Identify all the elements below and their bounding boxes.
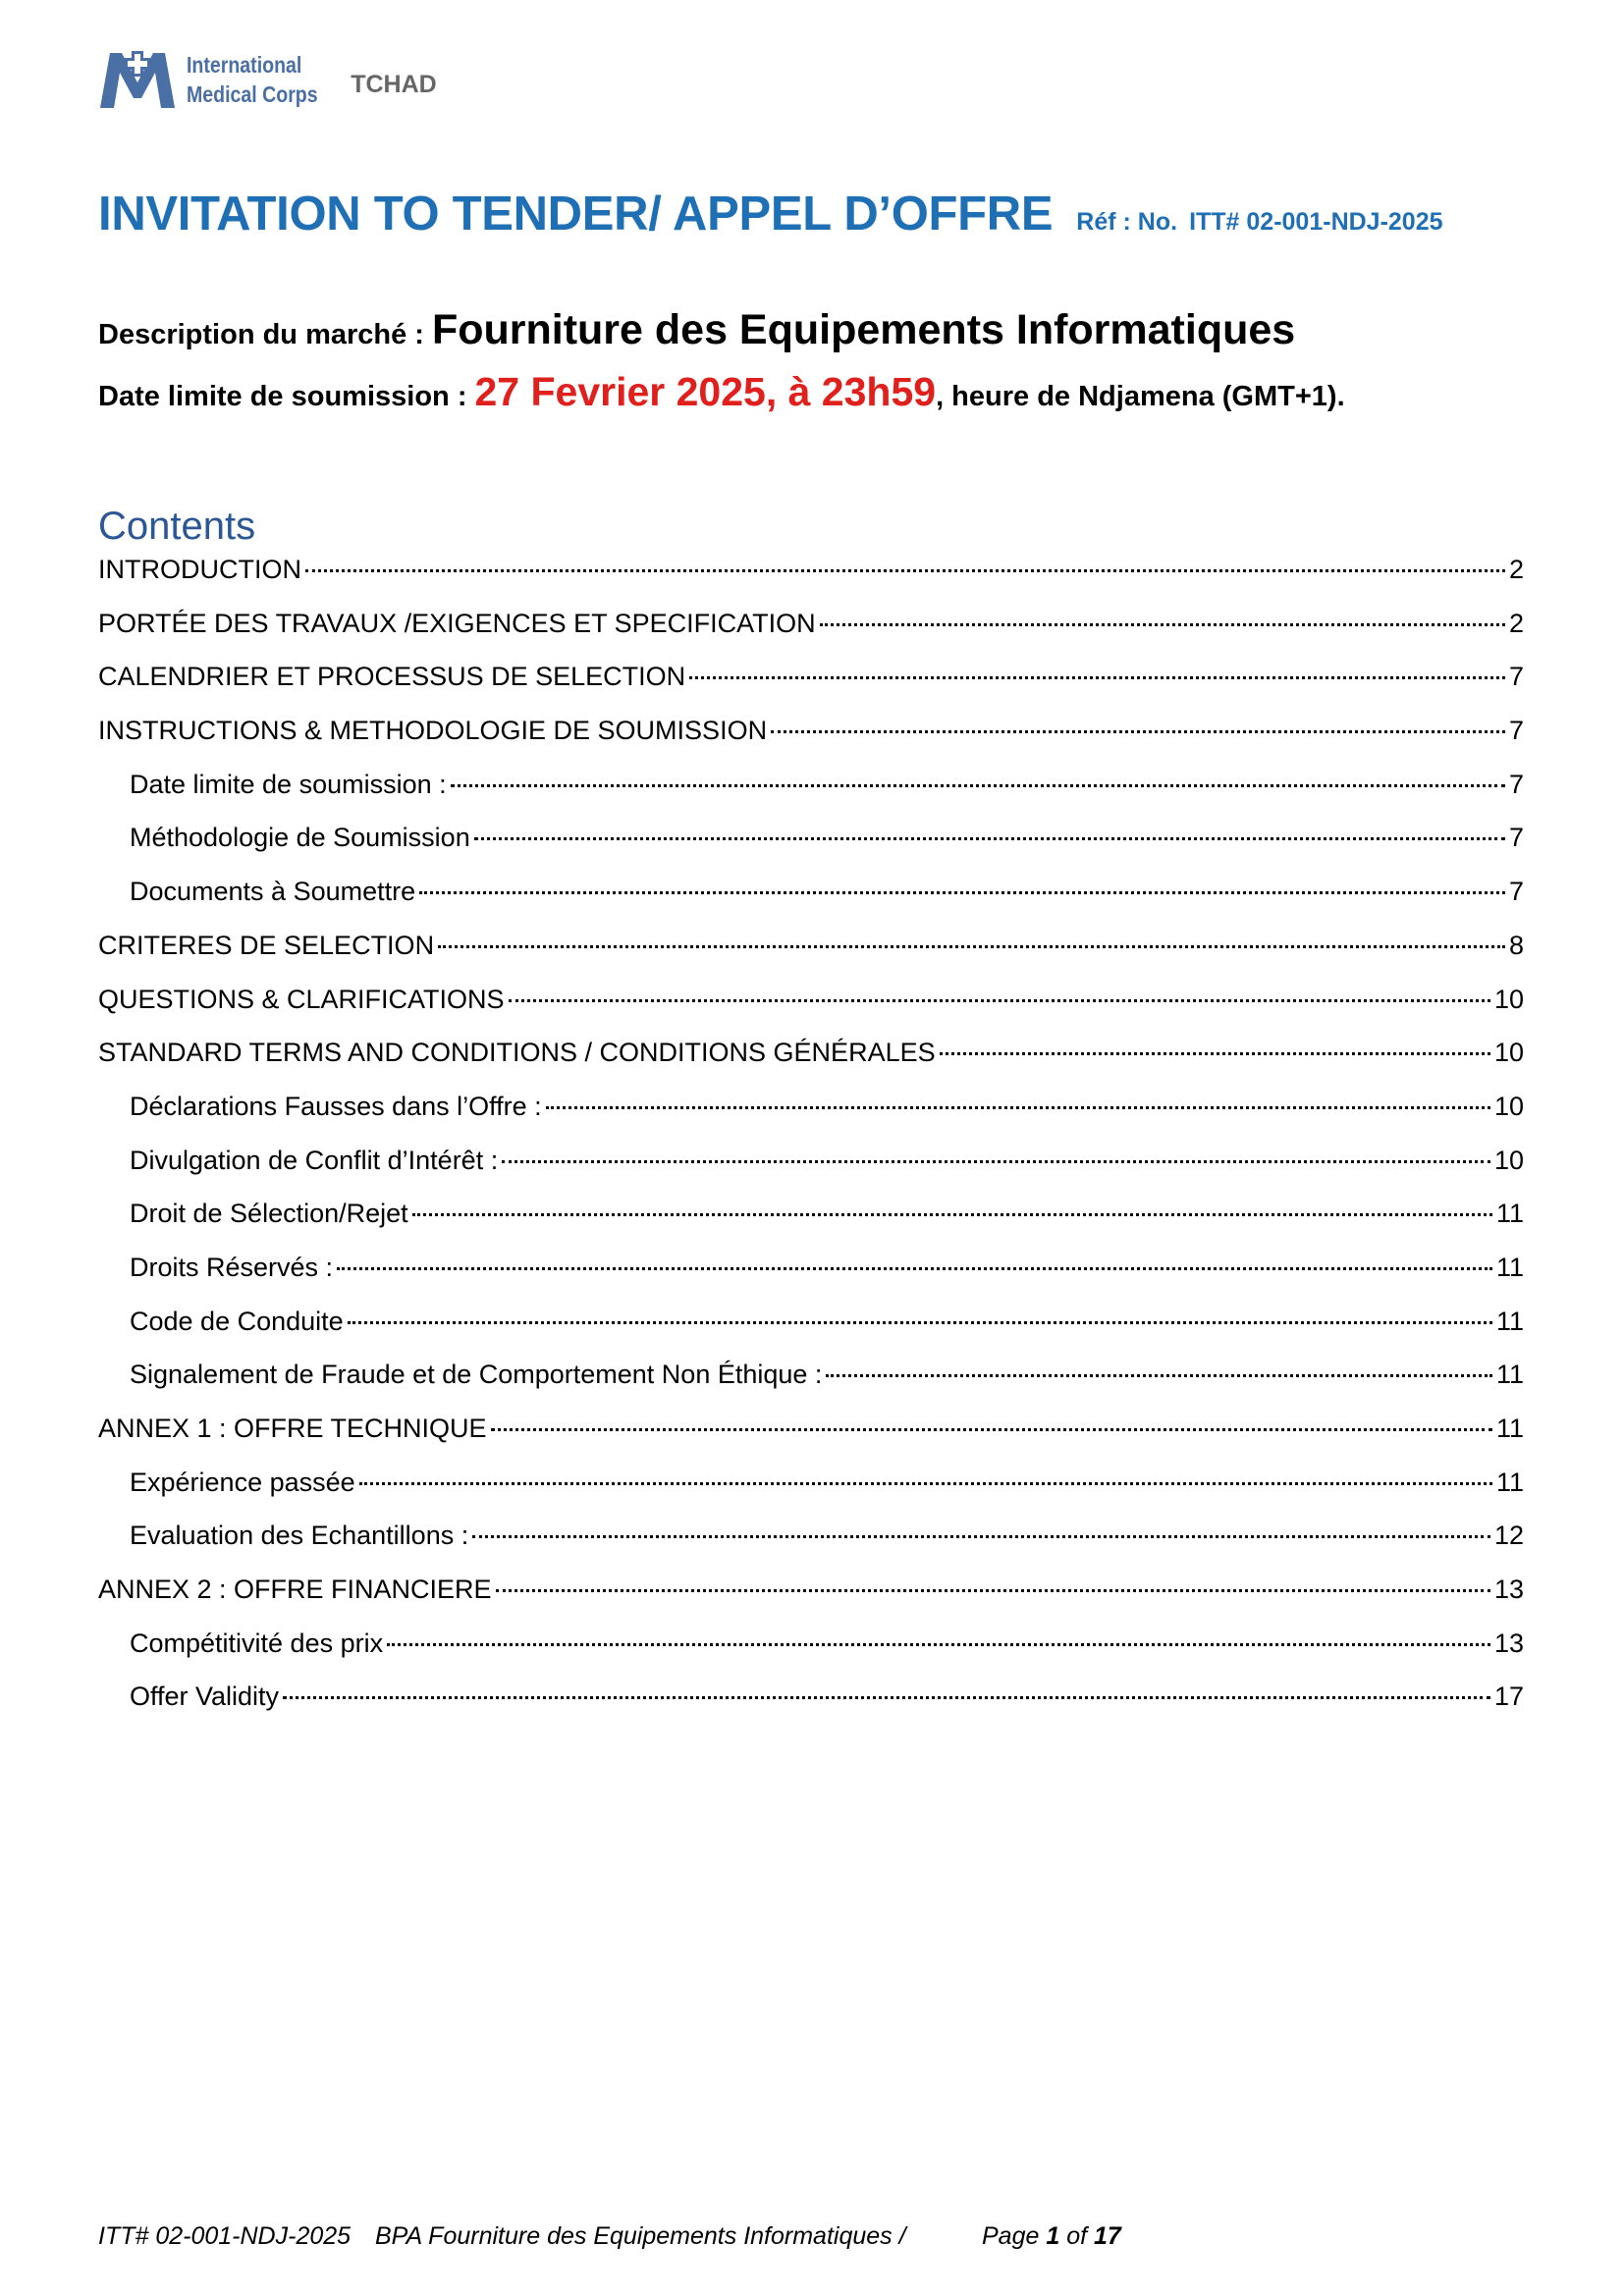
toc-entry-title: Signalement de Fraude et de Comportement Non Éthique :: [130, 1360, 823, 1390]
toc-entry[interactable]: [98, 1092, 1524, 1146]
toc-dot-leader: [348, 1321, 1492, 1324]
toc-entry[interactable]: [98, 555, 1524, 609]
reference-number: ITT# 02-001-NDJ-2025: [1189, 208, 1443, 236]
toc-dot-leader: [412, 1213, 1492, 1216]
description-row: [98, 306, 1295, 354]
toc-dot-leader: [438, 945, 1505, 948]
toc-entry[interactable]: [98, 1146, 1524, 1200]
toc-entry-title: CALENDRIER ET PROCESSUS DE SELECTION: [98, 662, 686, 692]
document-header: [98, 47, 437, 112]
toc-dot-leader: [496, 1589, 1490, 1592]
toc-entry-title: CRITERES DE SELECTION: [98, 930, 435, 960]
document-title: INVITATION TO TENDER/ APPEL D’OFFRE: [98, 187, 1054, 240]
reference-label: Réf : No.: [1076, 208, 1178, 236]
toc-dot-leader: [472, 1535, 1490, 1538]
toc-dot-leader: [771, 730, 1505, 733]
toc-dot-leader: [689, 676, 1505, 679]
toc-dot-leader: [419, 891, 1505, 894]
toc-entry-page: 7: [1508, 716, 1524, 746]
deadline-row: [98, 369, 1345, 415]
toc-entry[interactable]: [98, 1629, 1524, 1682]
toc-entry-page: 8: [1508, 930, 1524, 960]
toc-dot-leader: [826, 1374, 1492, 1377]
toc-entry[interactable]: [98, 609, 1524, 663]
toc-entry-title: Code de Conduite: [130, 1306, 344, 1336]
toc-entry-page: 10: [1493, 1091, 1524, 1121]
toc-entry-page: 10: [1493, 984, 1524, 1014]
toc-entry[interactable]: [98, 1575, 1524, 1629]
toc-entry[interactable]: [98, 1199, 1524, 1253]
toc-entry-title: Déclarations Fausses dans l’Offre :: [130, 1091, 542, 1121]
toc-dot-leader: [820, 623, 1505, 626]
toc-entry-title: PORTÉE DES TRAVAUX /EXIGENCES ET SPECIFICATION: [98, 608, 816, 638]
toc-dot-leader: [283, 1696, 1490, 1699]
footer-page-label: Page: [982, 2222, 1040, 2250]
footer-reference: ITT# 02-001-NDJ-2025: [98, 2222, 352, 2250]
toc-dot-leader: [387, 1643, 1490, 1646]
toc-entry-page: 11: [1495, 1360, 1524, 1390]
toc-entry[interactable]: [98, 1414, 1524, 1468]
toc-entry[interactable]: [98, 1307, 1524, 1361]
toc-entry-title: Date limite de soumission :: [130, 769, 447, 799]
toc-dot-leader: [940, 1052, 1490, 1055]
toc-entry-page: 11: [1495, 1414, 1524, 1443]
toc-entry-title: Méthodologie de Soumission: [130, 823, 470, 853]
description-value: Fourniture des Equipements Informatiques: [431, 306, 1296, 353]
toc-entry-page: 17: [1493, 1682, 1524, 1712]
footer-document-title: BPA Fourniture des Equipements Informatiques /: [375, 2222, 906, 2250]
footer-page-total: 17: [1094, 2222, 1121, 2250]
toc-entry-page: 11: [1495, 1252, 1524, 1282]
toc-entry-page: 10: [1493, 1145, 1524, 1175]
country-label: TCHAD: [351, 70, 437, 98]
toc-entry-title: Documents à Soumettre: [130, 877, 416, 907]
table-of-contents: [98, 555, 1524, 1735]
toc-entry-page: 7: [1508, 877, 1524, 907]
toc-entry[interactable]: [98, 1468, 1524, 1522]
toc-entry-page: 7: [1508, 769, 1524, 799]
toc-entry-title: Droits Réservés :: [130, 1252, 334, 1282]
toc-dot-leader: [337, 1267, 1492, 1270]
toc-entry[interactable]: [98, 877, 1524, 931]
imc-logo: [98, 47, 341, 112]
toc-entry-title: ANNEX 2 : OFFRE FINANCIERE: [98, 1575, 492, 1605]
toc-entry[interactable]: [98, 716, 1524, 770]
deadline-label: Date limite de soumission :: [98, 381, 467, 412]
toc-dot-leader: [509, 999, 1490, 1002]
toc-entry[interactable]: [98, 1253, 1524, 1307]
toc-entry-title: INTRODUCTION: [98, 555, 301, 584]
toc-entry-title: Divulgation de Conflit d’Intérêt :: [130, 1145, 499, 1175]
toc-entry-page: 11: [1495, 1306, 1524, 1336]
toc-entry-page: 2: [1508, 608, 1524, 638]
toc-entry-page: 7: [1508, 823, 1524, 853]
page-footer: [98, 2222, 1121, 2251]
toc-entry-page: 7: [1508, 662, 1524, 692]
toc-entry-page: 12: [1493, 1521, 1524, 1551]
toc-dot-leader: [359, 1482, 1492, 1485]
toc-entry-title: Expérience passée: [130, 1467, 355, 1497]
toc-entry[interactable]: [98, 1521, 1524, 1575]
logo-line-2: Medical Corps: [187, 81, 318, 107]
toc-entry-title: Droit de Sélection/Rejet: [130, 1199, 408, 1229]
toc-entry[interactable]: [98, 662, 1524, 716]
toc-dot-leader: [491, 1428, 1492, 1431]
toc-entry-title: INSTRUCTIONS & METHODOLOGIE DE SOUMISSION: [98, 716, 768, 746]
description-label: Description du marché :: [98, 319, 424, 350]
deadline-timezone: , heure de Ndjamena (GMT+1).: [936, 381, 1345, 412]
toc-entry-title: Evaluation des Echantillons :: [130, 1521, 469, 1551]
toc-entry[interactable]: [98, 770, 1524, 824]
toc-entry-page: 2: [1508, 555, 1524, 584]
toc-dot-leader: [546, 1106, 1490, 1109]
toc-entry-page: 11: [1495, 1467, 1524, 1497]
logo-line-1: International: [187, 52, 302, 78]
toc-entry-title: Compétitivité des prix: [130, 1628, 384, 1658]
toc-dot-leader: [474, 837, 1505, 840]
toc-dot-leader: [451, 784, 1505, 787]
toc-entry[interactable]: [98, 1360, 1524, 1414]
toc-entry-title: STANDARD TERMS AND CONDITIONS / CONDITIONS GÉNÉRALES: [98, 1038, 936, 1068]
contents-heading: Contents: [98, 505, 256, 548]
footer-page-current: 1: [1046, 2222, 1060, 2250]
toc-entry[interactable]: [98, 931, 1524, 985]
footer-page-of: of: [1066, 2222, 1088, 2250]
footer-page-number: [982, 2222, 1121, 2251]
imc-emblem-icon: [98, 47, 177, 112]
toc-entry-page: 13: [1493, 1575, 1524, 1605]
toc-dot-leader: [305, 569, 1505, 572]
toc-entry-page: 10: [1493, 1038, 1524, 1068]
toc-entry[interactable]: [98, 1038, 1524, 1092]
toc-entry[interactable]: [98, 1682, 1524, 1735]
toc-entry-title: Offer Validity: [130, 1682, 280, 1712]
toc-entry[interactable]: [98, 985, 1524, 1039]
toc-entry[interactable]: [98, 823, 1524, 877]
toc-entry-page: 13: [1493, 1628, 1524, 1658]
deadline-value: 27 Fevrier 2025, à 23h59: [474, 369, 937, 414]
toc-entry-title: ANNEX 1 : OFFRE TECHNIQUE: [98, 1414, 487, 1443]
title-row: [98, 187, 1443, 241]
toc-entry-title: QUESTIONS & CLARIFICATIONS: [98, 984, 505, 1014]
toc-dot-leader: [502, 1160, 1490, 1163]
toc-entry-page: 11: [1495, 1199, 1524, 1229]
